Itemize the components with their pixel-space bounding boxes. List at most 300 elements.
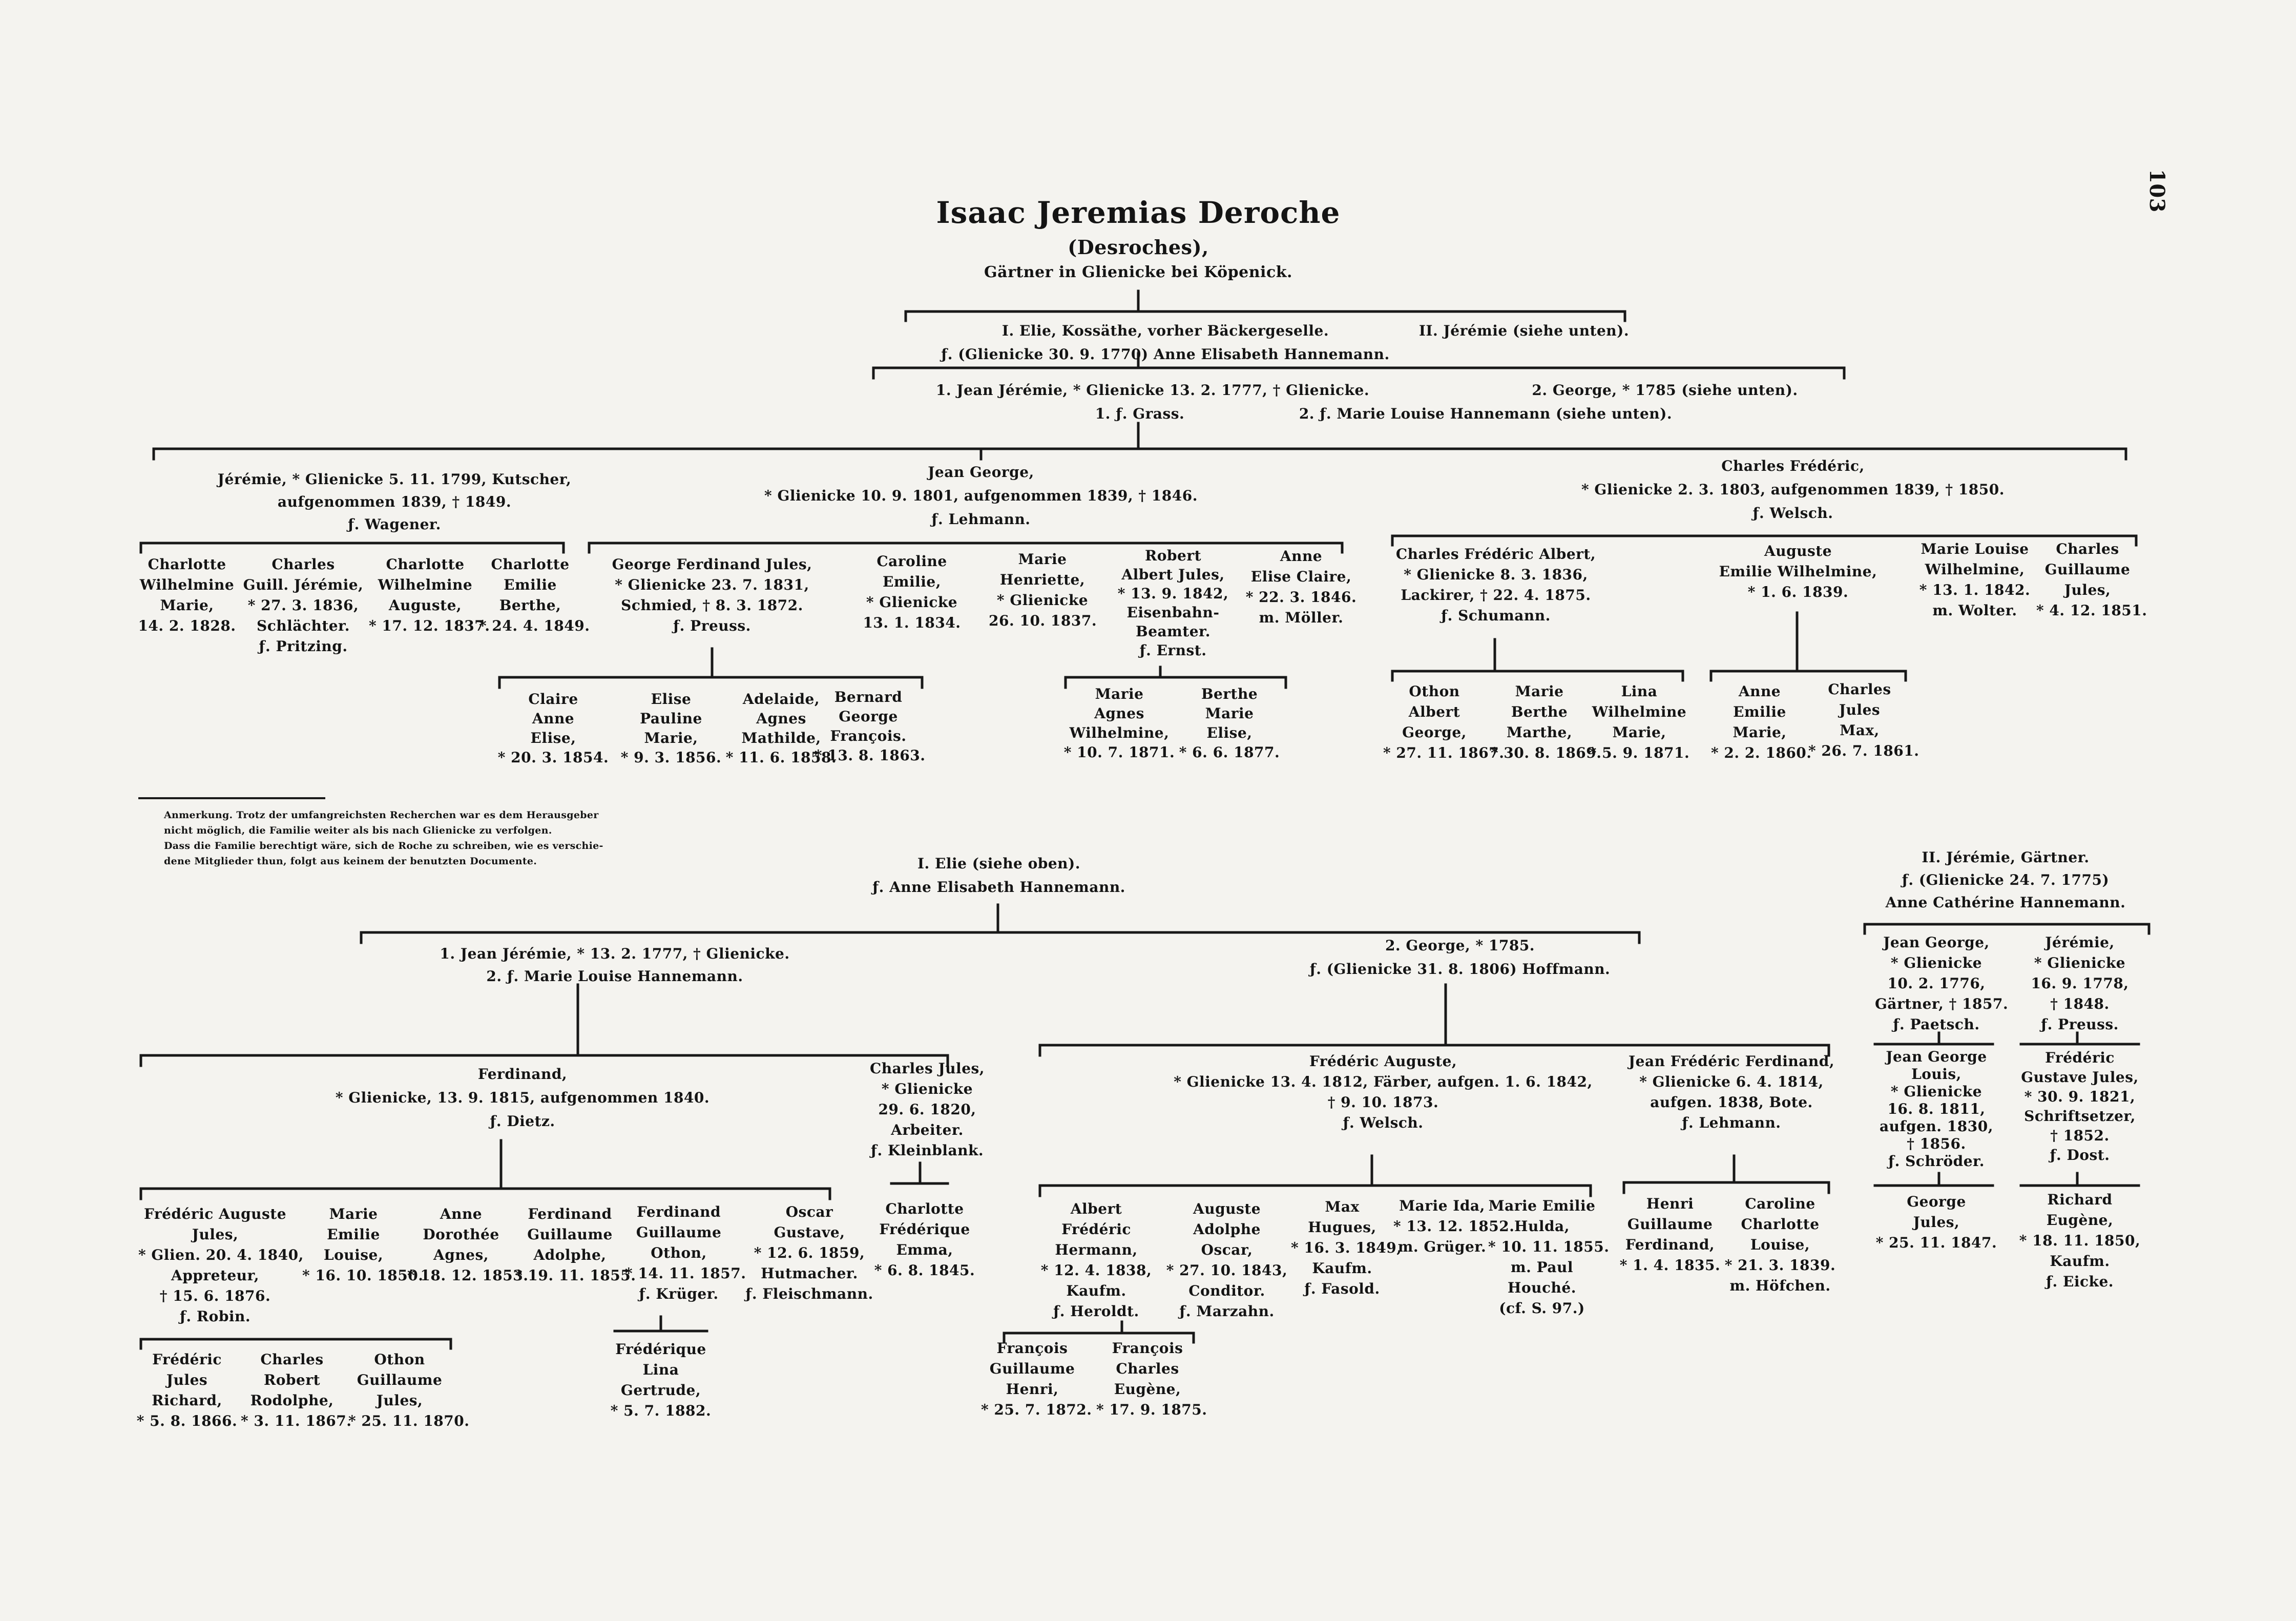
part2-elie-line1: I. Elie (siehe oben). (917, 855, 1081, 872)
person-entry (1916, 539, 2034, 621)
line: Agnes (756, 710, 806, 727)
line: ƒ. Ernst. (1139, 642, 1207, 659)
person-entry (1588, 681, 1690, 763)
line: * 5. 9. 1871. (1589, 744, 1690, 761)
person-entry (515, 1204, 636, 1286)
line: Louise, (323, 1246, 384, 1263)
line: Wilhelmine, (1925, 561, 2025, 578)
jean-jeremie-line2: 1. ƒ. Grass. (1095, 405, 1185, 422)
line: ƒ. Pritzing. (259, 638, 348, 655)
line: Othon (1409, 683, 1460, 700)
line: Jules, (1913, 1214, 1960, 1231)
line: Frédéric (1061, 1221, 1131, 1238)
line: Emilie (327, 1226, 380, 1243)
line: Frédérique (615, 1341, 706, 1358)
person-entry (242, 554, 365, 657)
line: ƒ. Lehmann. (1682, 1114, 1781, 1131)
line: Guillaume (989, 1360, 1075, 1377)
person-entry (138, 1204, 304, 1327)
line: * 18. 12. 1853. (407, 1267, 529, 1284)
line: Kaufm. (1312, 1260, 1372, 1277)
line: * Glienicke (866, 594, 958, 611)
line: Schmied, † 8. 3. 1872. (621, 597, 803, 614)
line: Guillaume (527, 1226, 613, 1243)
line: Marie Louise (1921, 541, 2029, 557)
person-entry (2018, 1190, 2141, 1292)
line: Wilhelmine (139, 576, 235, 593)
line: aufgen. 1838, Bote. (1650, 1094, 1813, 1111)
line: Marie (1018, 551, 1067, 568)
line: Frédéric Auguste (143, 1206, 287, 1222)
line: m. Wolter. (1932, 602, 2017, 619)
line: Charles Jules, (869, 1060, 985, 1077)
line: Jules (166, 1371, 208, 1388)
person-entry (989, 549, 1096, 631)
line: Marie, (1733, 724, 1787, 741)
line: * Glienicke (2034, 954, 2126, 971)
line: Robert (263, 1371, 321, 1388)
line: Houché. (1508, 1279, 1576, 1296)
person-entry (369, 554, 490, 636)
line: Guillaume (2044, 561, 2131, 578)
part2-jean-frederic (1614, 1051, 1849, 1133)
person-entry (407, 1204, 529, 1286)
line: * 21. 3. 1839. (1724, 1257, 1836, 1274)
line: Charles (1116, 1360, 1179, 1377)
line: * 16. 10. 1850. (302, 1267, 424, 1284)
line: * 30. 8. 1869. (1491, 744, 1602, 761)
line: Jérémie, (2045, 934, 2115, 951)
person-entry (2018, 1048, 2141, 1165)
line: Hutmacher. (761, 1265, 858, 1282)
line: * 20. 3. 1854. (497, 749, 609, 766)
line: * 1. 6. 1839. (1747, 584, 1849, 600)
line: * 26. 7. 1861. (1808, 742, 1919, 759)
line: * 17. 9. 1875. (1096, 1401, 1207, 1418)
line: * 27. 3. 1836, (247, 597, 359, 614)
line: Charles (272, 556, 335, 573)
line: * 13. 1. 1842. (1919, 581, 2031, 598)
person-entry (1245, 546, 1358, 628)
line: Gärtner, † 1857. (1875, 995, 2009, 1012)
line: * 27. 11. 1867. (1383, 744, 1505, 761)
line: ƒ. Welsch. (1343, 1114, 1424, 1131)
line: Guill. Jérémie, (243, 576, 364, 593)
line: * 5. 8. 1866. (136, 1412, 238, 1429)
title-alias: (Desroches), (1068, 236, 1209, 259)
line: George (1907, 1193, 1966, 1210)
line: Marie (329, 1206, 378, 1222)
jeremie-son-line2: aufgenommen 1839, † 1849. (277, 493, 512, 510)
person-entry (136, 1349, 238, 1431)
line: Auguste, (388, 597, 462, 614)
line: François. (830, 728, 907, 744)
line: ƒ. Schumann. (1441, 607, 1551, 624)
line: ƒ. Marzahn. (1179, 1303, 1275, 1320)
line: Marie Ida, (1399, 1197, 1485, 1214)
person-entry (1619, 1194, 1721, 1276)
part2-ferdinand (266, 1063, 779, 1133)
line: Gertrude, (620, 1382, 701, 1399)
line: 26. 10. 1837. (989, 612, 1097, 629)
line: Marie Emilie (1488, 1197, 1596, 1214)
line: * 16. 3. 1849, (1291, 1239, 1402, 1256)
line: ƒ. Preuss. (2041, 1016, 2119, 1033)
title-occupation: Gärtner in Glienicke bei Köpenick. (984, 263, 1292, 281)
line: Emilie (504, 576, 557, 593)
line: Anne (1738, 683, 1781, 700)
line: Auguste (1193, 1200, 1261, 1217)
line: George, (1402, 724, 1467, 741)
jean-george-line1: Jean George, (928, 464, 1034, 481)
line: ƒ. Robin. (179, 1308, 251, 1325)
person-entry (302, 1204, 424, 1286)
line: Marthe, (1506, 724, 1573, 741)
line: François (1112, 1340, 1183, 1357)
line: Caroline (1745, 1195, 1815, 1212)
line: Charlotte (885, 1200, 964, 1217)
line: * 24. 4. 1849. (479, 617, 590, 634)
footnote-line: dene Mitglieder thun, folgt aus keinem der benutzten Documente. (164, 856, 537, 867)
line: Ferdinand, (1625, 1236, 1715, 1253)
line: Charles (260, 1351, 324, 1368)
line: Robert (1144, 547, 1202, 564)
line: Marie, (160, 597, 214, 614)
line: ƒ. Kleinblank. (870, 1142, 984, 1159)
part2-george-line1: 2. George, * 1785. (1385, 937, 1535, 954)
jean-jeremie-line1: 1. Jean Jérémie, * Glienicke 13. 2. 1777, † Glienicke. (935, 382, 1370, 399)
line: Kaufm. (1066, 1282, 1126, 1299)
line: Marie, (1612, 724, 1666, 741)
footnote-line: Anmerkung. Trotz der umfangreichsten Recherchen war es dem Herausgeber (164, 809, 599, 821)
line: Charles (1828, 681, 1891, 698)
line: * 5. 7. 1882. (610, 1402, 712, 1419)
person-entry (1096, 1338, 1207, 1420)
person-entry (479, 554, 590, 636)
jean-george-line2: * Glienicke 10. 9. 1801, aufgenommen 1839, † 1846. (764, 487, 1198, 504)
person-entry (738, 1202, 881, 1304)
line: Henri (1646, 1195, 1694, 1212)
line: Frédéric Auguste, (1309, 1053, 1457, 1070)
person-entry (136, 554, 238, 636)
line: * 25. 11. 1847. (1875, 1234, 1997, 1251)
line: Emilie, (883, 573, 941, 590)
line: ƒ. Eicke. (2045, 1273, 2114, 1290)
line: Richard (2047, 1191, 2113, 1208)
line: † 15. 6. 1876. (159, 1287, 271, 1304)
line: Anne (1280, 548, 1323, 565)
line: Charlotte (386, 556, 465, 573)
line: * 10. 11. 1855. (1488, 1238, 1610, 1255)
line: ƒ. Schröder. (1888, 1153, 1985, 1170)
line: Henri, (1006, 1381, 1059, 1398)
line: Charlotte (148, 556, 226, 573)
line: Jules, (2064, 581, 2111, 598)
line: * 4. 12. 1851. (2036, 602, 2147, 619)
part2-charles-jules (850, 1058, 1004, 1161)
line: Richard, (152, 1392, 222, 1409)
line: * 25. 7. 1872. (981, 1401, 1092, 1418)
line: aufgen. 1830, (1880, 1118, 1993, 1135)
line: 13. 1. 1834. (863, 614, 961, 631)
person-entry (861, 551, 963, 633)
line: m. Paul (1510, 1259, 1574, 1276)
line: Louise, (1750, 1236, 1810, 1253)
line: * 30. 9. 1821, (2024, 1088, 2136, 1105)
person-entry (492, 690, 615, 767)
line: 29. 6. 1820, (878, 1101, 976, 1118)
line: Rodolphe, (250, 1392, 334, 1409)
line: Wilhelmine (1592, 703, 1687, 720)
line: Guillaume (636, 1224, 722, 1241)
line: * 9. 3. 1856. (620, 749, 722, 766)
charles-frederic-line2: * Glienicke 2. 3. 1803, aufgenommen 1839, † 1850. (1581, 481, 2005, 498)
line: Caroline (876, 553, 947, 570)
line: * 17. 12. 1837. (369, 617, 490, 634)
line: m. Grüger. (1397, 1238, 1487, 1255)
line: m. Höfchen. (1729, 1277, 1831, 1294)
person-entry (1711, 681, 1812, 763)
line: Oscar (785, 1203, 833, 1220)
person-entry (871, 1199, 978, 1281)
person-entry (1875, 932, 2009, 1035)
line: † 1848. (2050, 995, 2110, 1012)
line: Lackirer, † 22. 4. 1875. (1401, 587, 1591, 604)
line: * 2. 2. 1860. (1711, 744, 1812, 761)
person-entry (1875, 1192, 1998, 1253)
line: ƒ. Dietz. (490, 1113, 555, 1130)
line: Ferdinand (636, 1203, 721, 1220)
person-entry (1875, 1048, 1998, 1170)
line: ƒ. Paetsch. (1893, 1016, 1980, 1033)
line: Max (1325, 1198, 1360, 1215)
line: 14. 2. 1828. (138, 617, 236, 634)
line: Berthe, (499, 597, 561, 614)
line: Charlotte (491, 556, 570, 573)
part2-frederic-auguste (1101, 1051, 1665, 1133)
line: Marie (1095, 685, 1144, 702)
line: Ferdinand, (477, 1066, 568, 1083)
line: Albert Jules, (1121, 566, 1225, 583)
line: Agnes, (433, 1246, 489, 1263)
line: George Ferdinand Jules, (612, 556, 812, 573)
line: Henriette, (999, 571, 1086, 588)
line: * Glienicke (881, 1080, 973, 1097)
person-entry (599, 554, 825, 636)
line: Louis, (1911, 1066, 1961, 1083)
person-entry (625, 1202, 746, 1304)
line: Beamter. (1136, 623, 1210, 640)
jeremie-ii-header (1870, 846, 2141, 914)
line: Frédéric (152, 1351, 222, 1368)
line: Guillaume (357, 1371, 443, 1388)
line: Charlotte (1741, 1216, 1820, 1233)
line: * 25. 11. 1870. (348, 1412, 470, 1429)
line: Hulda, (1514, 1218, 1570, 1235)
line: ƒ. Heroldt. (1053, 1303, 1139, 1320)
line: Conditor. (1188, 1282, 1265, 1299)
line: ƒ. Preuss. (673, 617, 751, 634)
line: ƒ. (Glienicke 24. 7. 1775) (1902, 871, 2110, 888)
line: Frédéric (2045, 1049, 2115, 1066)
person-entry (1178, 684, 1281, 762)
page-title: Isaac Jeremias Deroche (936, 195, 1341, 230)
line: Adolphe (1193, 1221, 1261, 1238)
line: ƒ. Fleischmann. (745, 1285, 873, 1302)
footnote (164, 807, 748, 869)
line: Elise (651, 691, 692, 708)
line: Elise, (530, 730, 576, 746)
line: ƒ. Dost. (2050, 1147, 2110, 1163)
george-line2: 2. ƒ. Marie Louise Hannemann (siehe unten). (1299, 405, 1673, 422)
line: 16. 8. 1811, (1887, 1100, 1986, 1117)
line: Auguste (1764, 543, 1832, 559)
line: Anne Cathérine Hannemann. (1885, 894, 2126, 911)
line: II. Jérémie, Gärtner. (1922, 849, 2090, 866)
line: Wilhelmine, (1069, 724, 1170, 741)
line: * Glien. 20. 4. 1840, (138, 1246, 304, 1263)
line: * 22. 3. 1846. (1245, 589, 1357, 606)
line: Lina (1621, 683, 1658, 700)
charles-frederic-line3: ƒ. Welsch. (1752, 505, 1833, 522)
line: Marie (1205, 705, 1254, 722)
jean-george-line3: ƒ. Lehmann. (931, 511, 1031, 528)
line: * 12. 6. 1859, (754, 1244, 865, 1261)
line: 16. 9. 1778, (2031, 975, 2129, 992)
line: Jules, (192, 1226, 239, 1243)
person-entry (348, 1349, 470, 1431)
line: Charles (2056, 541, 2119, 557)
line: Emilie (1733, 703, 1786, 720)
person-entry (1055, 684, 1183, 762)
line: Mathilde, (741, 730, 821, 746)
line: † 1856. (1907, 1135, 1966, 1152)
line: Anne (532, 710, 575, 727)
line: * 6. 6. 1877. (1179, 744, 1280, 761)
line: † 9. 10. 1873. (1327, 1094, 1439, 1111)
footnote-line: nicht möglich, die Familie weiter als bis nach Glienicke zu verfolgen. (164, 825, 552, 836)
line: Max, (1840, 722, 1880, 739)
line: Elise, (1206, 724, 1253, 741)
charles-frederic-line1: Charles Frédéric, (1721, 458, 1865, 474)
part2-george-line2: ƒ. (Glienicke 31. 8. 1806) Hoffmann. (1309, 961, 1611, 978)
line: * 10. 7. 1871. (1063, 744, 1175, 761)
person-entry (1393, 1196, 1515, 1257)
page-number: 103 (2145, 169, 2169, 213)
elie-entry-line1: I. Elie, Kossäthe, vorher Bäckergeselle. (1001, 322, 1329, 339)
line: * 13. 8. 1863. (815, 747, 926, 764)
line: Jules, (376, 1392, 423, 1409)
line: * 13. 9. 1842, (1117, 585, 1229, 602)
part2-jean-line2: 2. ƒ. Marie Louise Hannemann. (486, 968, 743, 985)
person-entry (1291, 1197, 1402, 1299)
part2-elie-line2: ƒ. Anne Elisabeth Hannemann. (872, 879, 1125, 896)
line: Emma, (896, 1241, 953, 1258)
line: Ferdinand (528, 1206, 612, 1222)
line: Anne (440, 1206, 483, 1222)
line: * 19. 11. 1855. (515, 1267, 636, 1284)
line: * Glienicke (1890, 954, 1982, 971)
line: Eugène, (1114, 1381, 1181, 1398)
line: Elise Claire, (1250, 568, 1352, 585)
line: (cf. S. 97.) (1499, 1300, 1585, 1317)
line: Arbeiter. (891, 1121, 964, 1138)
person-entry (2018, 932, 2141, 1035)
line: Emilie Wilhelmine, (1719, 563, 1877, 580)
line: Berthe (1201, 685, 1258, 702)
line: Agnes (1094, 705, 1144, 722)
line: Schriftsetzer, (2024, 1108, 2136, 1125)
line: Jean Frédéric Ferdinand, (1628, 1053, 1835, 1070)
line: Wilhelmine (378, 576, 473, 593)
line: Gustave, (774, 1224, 845, 1241)
person-entry (1721, 1194, 1839, 1296)
line: Pauline (640, 710, 702, 727)
line: 10. 2. 1776, (1887, 975, 1986, 992)
line: Hugues, (1308, 1219, 1376, 1236)
line: Eugène, (2046, 1212, 2114, 1229)
line: * Glienicke 8. 3. 1836, (1404, 566, 1588, 583)
line: George (839, 708, 898, 725)
jeremie-son-line3: ƒ. Wagener. (348, 516, 441, 533)
person-entry (1808, 679, 1919, 761)
person-entry (610, 1339, 712, 1421)
line: Hermann, (1055, 1241, 1138, 1258)
jeremie-son-line1: Jérémie, * Glienicke 5. 11. 1799, Kutscher, (217, 471, 572, 488)
person-entry (981, 1338, 1092, 1420)
line: * 12. 4. 1838, (1040, 1262, 1152, 1279)
person-entry (617, 690, 725, 767)
line: * Glienicke 13. 4. 1812, Färber, aufgen. 1. 6. 1842, (1174, 1073, 1593, 1090)
line: Jules (1839, 701, 1881, 718)
person-entry (2036, 539, 2147, 621)
line: * 27. 10. 1843, (1166, 1262, 1288, 1279)
line: * 6. 8. 1845. (874, 1262, 975, 1279)
line: Adelaide, (742, 691, 820, 708)
line: Appreteur, (171, 1267, 259, 1284)
line: Marie, (644, 730, 698, 746)
line: Adolphe, (533, 1246, 607, 1263)
line: * 18. 11. 1850, (2019, 1232, 2141, 1249)
line: Berthe (1511, 703, 1568, 720)
line: Albert (1070, 1200, 1122, 1217)
line: † 1852. (2050, 1127, 2110, 1144)
footnote-line: Dass die Familie berechtigt wäre, sich de Roche zu schreiben, wie es verschie- (164, 840, 603, 851)
person-entry (1101, 546, 1245, 660)
person-entry (1030, 1199, 1163, 1322)
line: Jean George, (1883, 934, 1990, 951)
person-entry (1393, 544, 1598, 626)
line: Guillaume (1627, 1216, 1713, 1233)
line: Oscar, (1201, 1241, 1253, 1258)
line: * 14. 11. 1857. (625, 1265, 746, 1282)
line: m. Möller. (1259, 609, 1344, 626)
line: Lina (642, 1361, 679, 1378)
line: Marie (1515, 683, 1564, 700)
line: Bernard (834, 689, 903, 705)
person-entry (1491, 681, 1602, 763)
line: Charles Frédéric Albert, (1395, 546, 1596, 563)
person-entry (1163, 1199, 1291, 1322)
part2-jean-line1: 1. Jean Jérémie, * 13. 2. 1777, † Glienicke. (440, 945, 790, 962)
line: * 13. 12. 1852. (1393, 1218, 1515, 1235)
jeremie-ref: II. Jérémie (siehe unten). (1418, 322, 1630, 339)
line: * 11. 6. 1858. (725, 749, 837, 766)
line: * 1. 4. 1835. (1619, 1257, 1721, 1274)
line: Jean George (1886, 1048, 1987, 1065)
person-entry (1383, 681, 1505, 763)
person-entry (241, 1349, 352, 1431)
